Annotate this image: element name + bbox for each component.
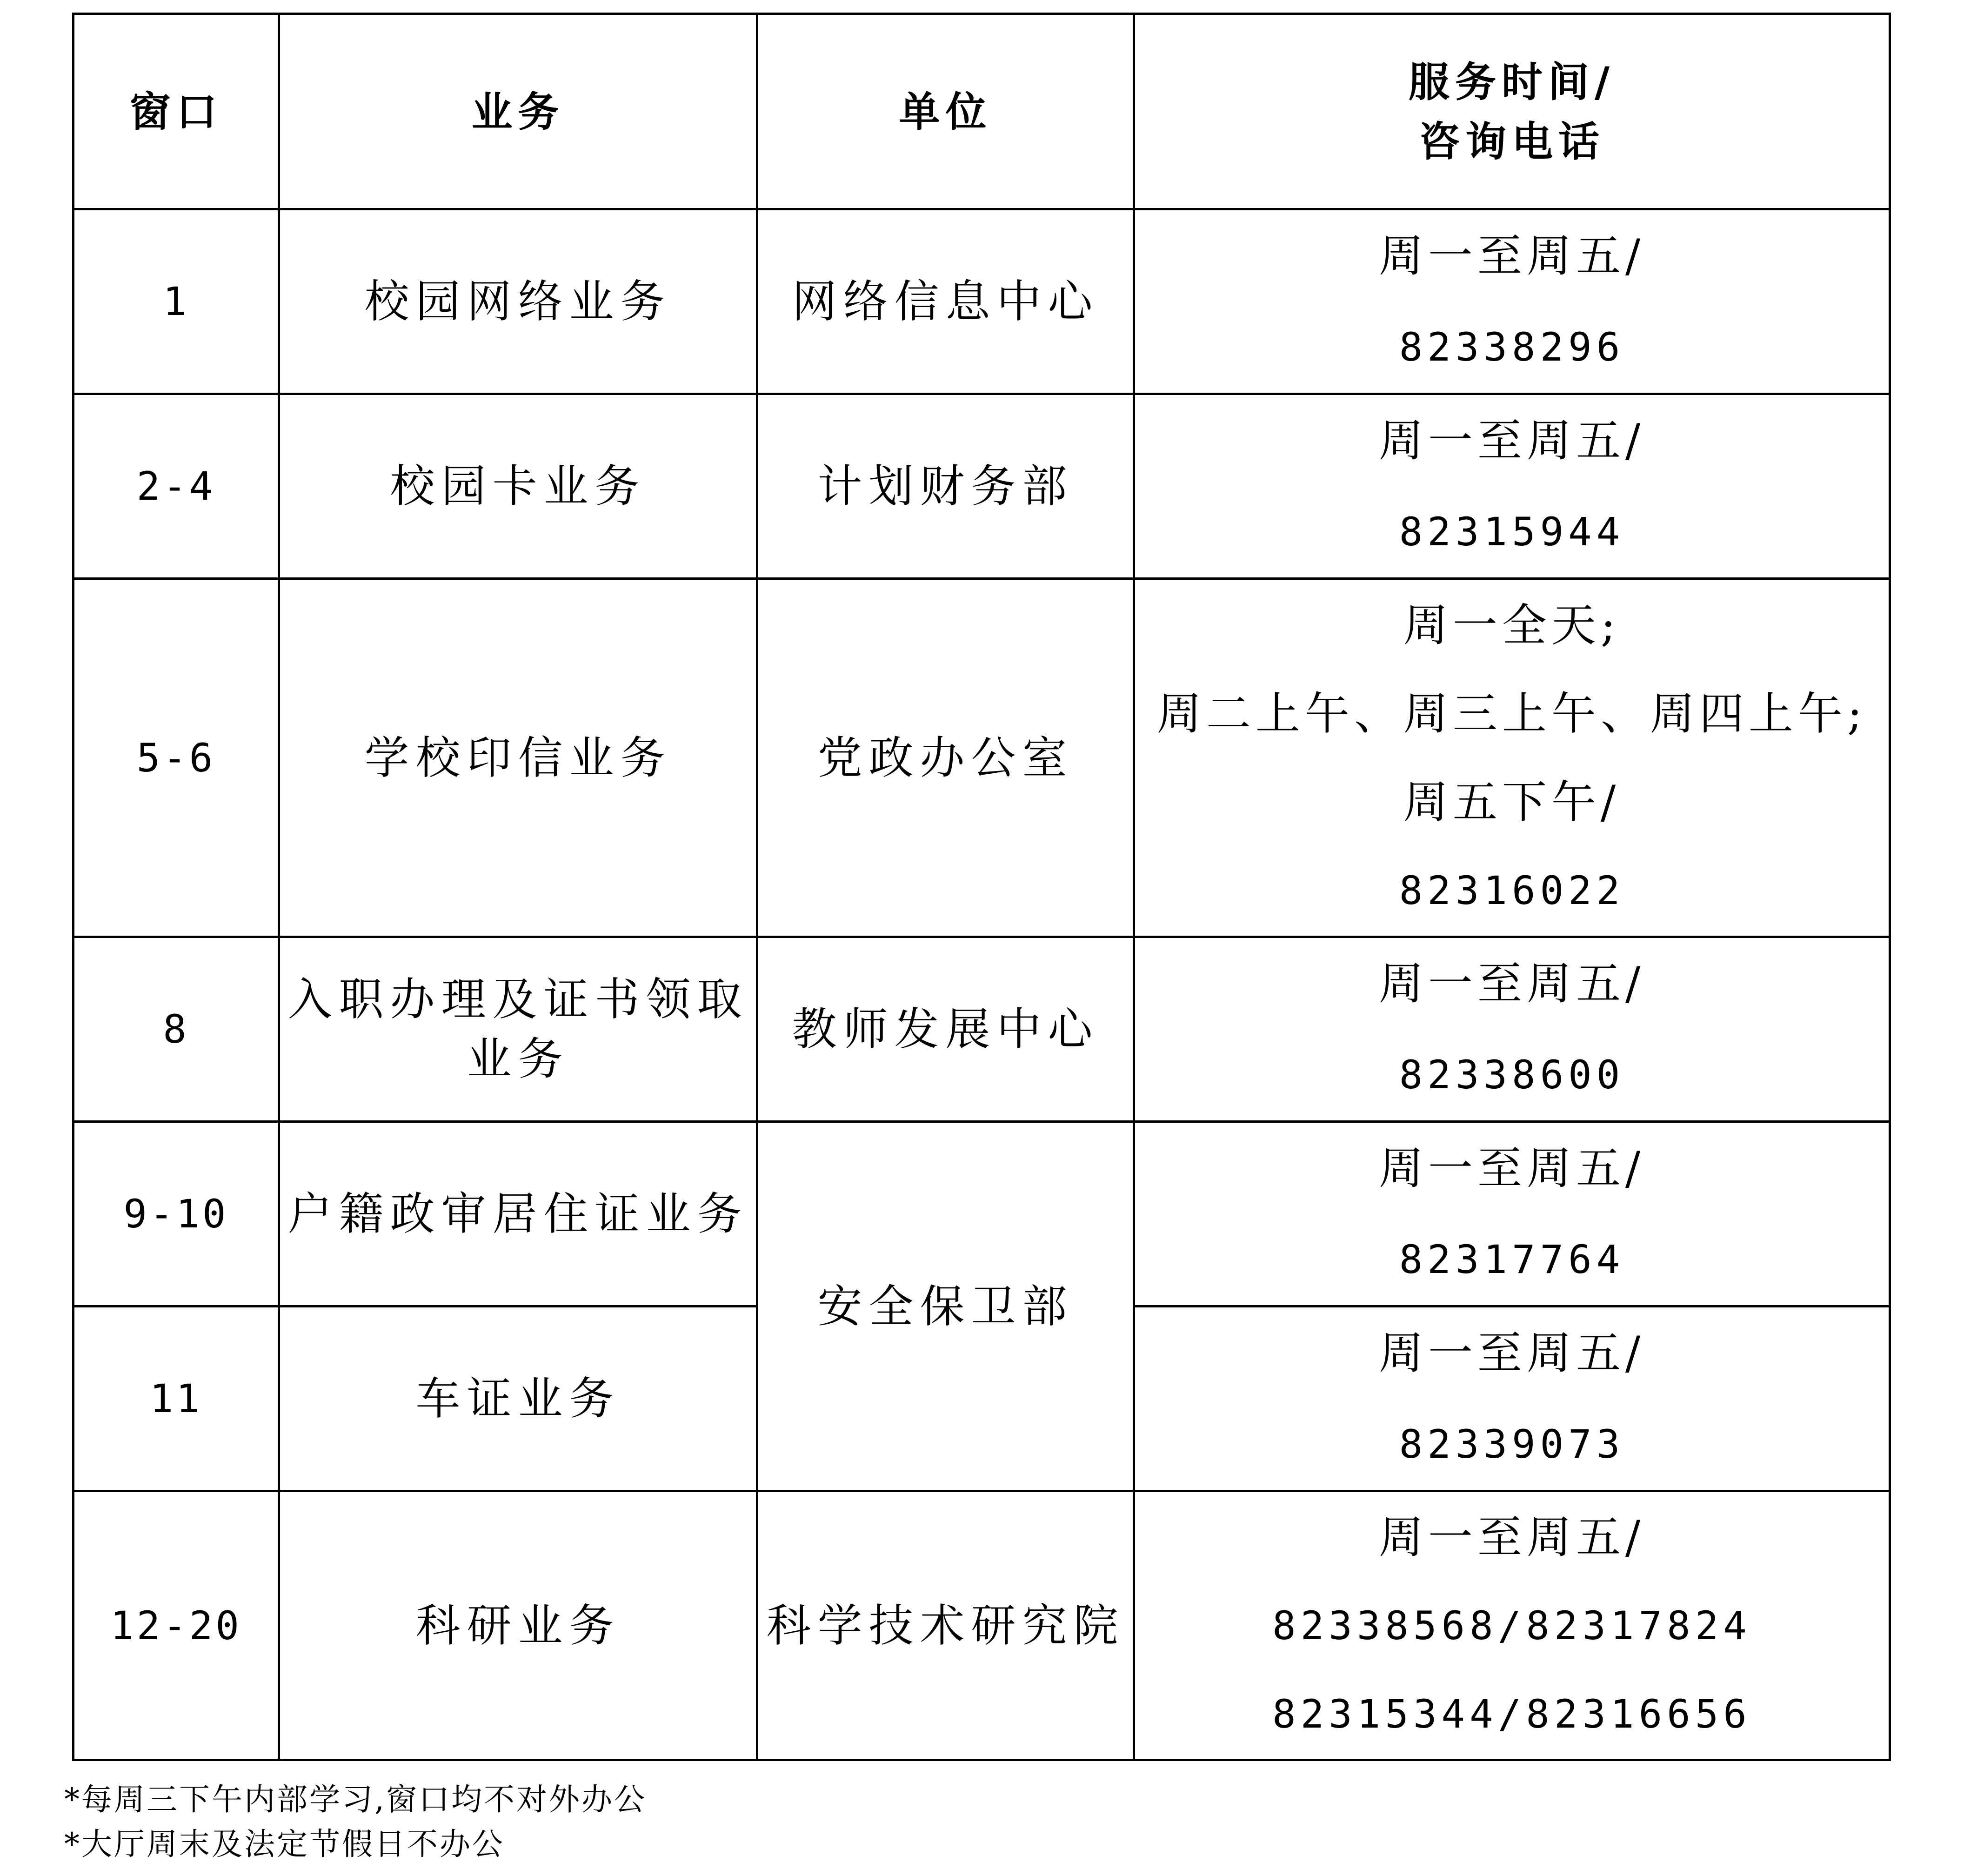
footnote-holiday-closure: *大厅周末及法定节假日不办公 [64,1826,505,1862]
header-time-phone [1134,14,1890,209]
service-schedule-line: 周五下午/ [1403,776,1621,828]
table-header-row [73,14,1890,209]
service-schedule: 周一至周五/ [1378,230,1645,282]
business-name-line: 业务 [467,1033,569,1085]
phone-number: 82315344/82316656 [1272,1691,1751,1737]
table-row [73,1491,1890,1760]
window-number: 8 [73,937,279,1122]
table-row [73,937,1890,1122]
business-name: 校园卡业务 [279,394,757,579]
business-name: 车证业务 [279,1306,757,1491]
table-row [73,394,1890,579]
window-number: 5-6 [73,579,279,937]
phone-number: 82317764 [1399,1237,1625,1282]
footnotes [64,1777,647,1867]
service-schedule: 周一至周五/ [1378,415,1645,467]
header-phone-label: 咨询电话 [1418,117,1605,166]
phone-number: 82339073 [1399,1421,1625,1467]
service-time-cell [1134,1491,1890,1760]
window-number: 12-20 [73,1491,279,1760]
window-number: 9-10 [73,1122,279,1306]
service-time-cell [1134,579,1890,937]
unit-name: 安全保卫部 [757,1122,1134,1491]
unit-name: 计划财务部 [757,394,1134,579]
phone-number: 82338600 [1399,1052,1625,1098]
service-schedule: 周一至周五/ [1378,1327,1645,1379]
header-time-label: 服务时间/ [1408,57,1616,106]
service-time-cell [1134,209,1890,394]
business-name: 校园网络业务 [279,209,757,394]
service-time-cell [1134,937,1890,1122]
unit-name: 科学技术研究院 [757,1491,1134,1760]
business-name: 科研业务 [279,1491,757,1760]
business-name [279,937,757,1122]
business-name-line: 入职办理及证书领取 [287,973,748,1025]
business-name: 学校印信业务 [279,579,757,937]
table-row [73,579,1890,937]
service-schedule: 周一至周五/ [1378,958,1645,1010]
service-time-cell [1134,394,1890,579]
window-number: 11 [73,1306,279,1491]
phone-number: 82338296 [1399,324,1625,370]
header-unit: 单位 [757,14,1134,209]
table-row [73,1122,1890,1306]
service-window-table [72,13,1891,1761]
service-time-cell [1134,1122,1890,1306]
header-window: 窗口 [73,14,279,209]
unit-name: 党政办公室 [757,579,1134,937]
table-row [73,209,1890,394]
phone-number: 82316022 [1399,867,1625,913]
service-time-cell [1134,1306,1890,1491]
unit-name: 教师发展中心 [757,937,1134,1122]
window-number: 2-4 [73,394,279,579]
phone-number: 82315944 [1399,509,1625,555]
header-business: 业务 [279,14,757,209]
phone-number: 82338568/82317824 [1272,1602,1751,1648]
service-schedule: 周一至周五/ [1378,1142,1645,1194]
window-number: 1 [73,209,279,394]
footnote-weekly-study: *每周三下午内部学习,窗口均不对外办公 [64,1782,647,1817]
service-schedule: 周一至周五/ [1378,1511,1645,1563]
service-schedule-line: 周一全天; [1403,599,1621,651]
business-name: 户籍政审居住证业务 [279,1122,757,1306]
unit-name: 网络信息中心 [757,209,1134,394]
service-schedule-line: 周二上午、周三上午、周四上午; [1156,687,1867,740]
